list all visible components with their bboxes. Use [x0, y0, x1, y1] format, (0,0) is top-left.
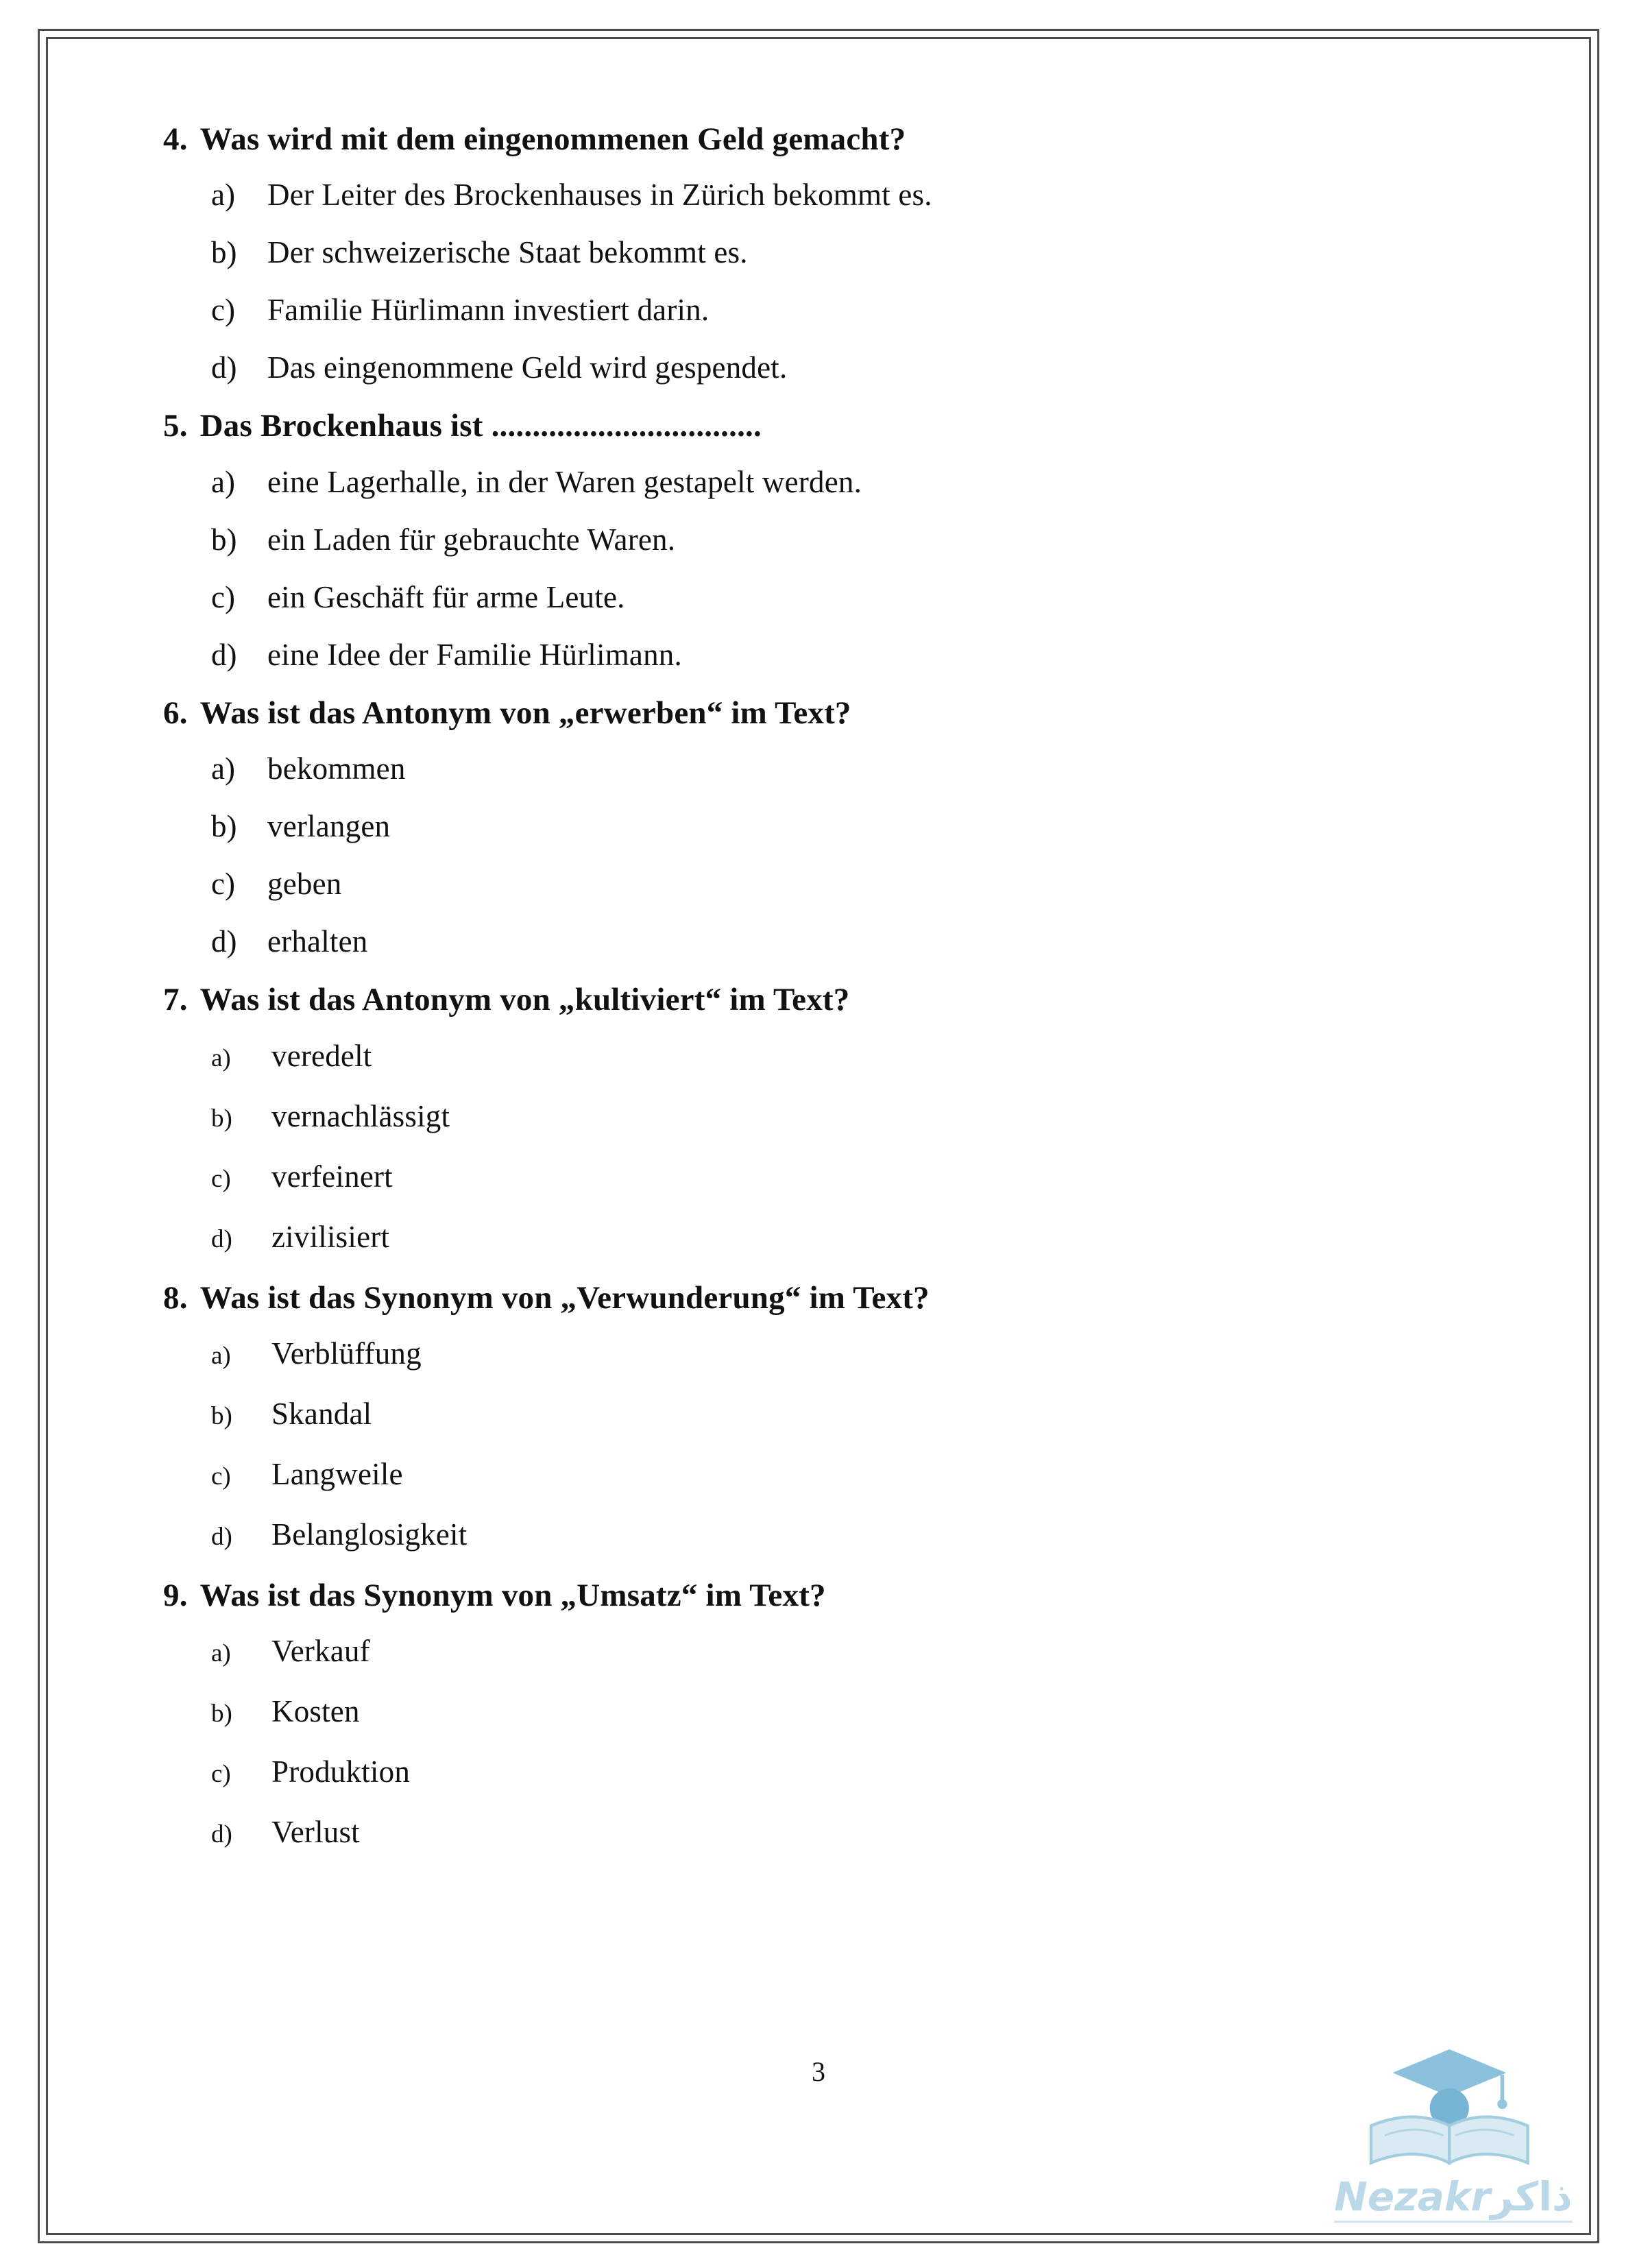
option-text: bekommen	[267, 751, 406, 786]
option-8b	[211, 1395, 1514, 1432]
question-7	[163, 980, 1514, 1255]
option-text: verlangen	[267, 809, 391, 844]
question-9	[163, 1576, 1514, 1850]
question-heading	[163, 1576, 1514, 1615]
option-4c	[211, 291, 1514, 328]
option-text: Das eingenommene Geld wird gespendet.	[267, 350, 788, 385]
options-list	[163, 1037, 1514, 1255]
option-5c	[211, 579, 1514, 616]
option-5d	[211, 636, 1514, 673]
watermark-brand-arabic: ذاكر	[1490, 2173, 1573, 2221]
option-9a	[211, 1632, 1514, 1669]
option-text: Verblüffung	[271, 1336, 422, 1371]
question-text: Was ist das Antonym von „kultiviert“ im Text?	[199, 982, 850, 1018]
option-7c	[211, 1158, 1514, 1195]
option-text: erhalten	[267, 924, 368, 959]
option-label: a)	[211, 1341, 231, 1370]
option-text: verfeinert	[271, 1159, 393, 1194]
option-label: d)	[211, 1225, 232, 1253]
option-6b	[211, 808, 1514, 845]
option-label: c)	[211, 867, 235, 902]
question-text: Was wird mit dem eingenommenen Geld gemacht?	[199, 121, 906, 157]
question-heading	[163, 407, 1514, 445]
option-label: b)	[211, 522, 237, 557]
question-8	[163, 1279, 1514, 1553]
watermark	[1330, 2036, 1577, 2223]
option-6d	[211, 923, 1514, 960]
option-7a	[211, 1037, 1514, 1074]
option-label: d)	[211, 350, 237, 385]
options-list	[163, 176, 1514, 386]
option-text: geben	[267, 867, 342, 902]
option-label: a)	[211, 1043, 231, 1072]
option-text: Belanglosigkeit	[271, 1517, 468, 1552]
options-list	[163, 750, 1514, 960]
question-heading	[163, 1279, 1514, 1317]
option-text: Der Leiter des Brockenhauses in Zürich bekommt es.	[267, 178, 932, 213]
option-text: Familie Hürlimann investiert darin.	[267, 293, 710, 328]
question-heading	[163, 980, 1514, 1019]
question-5	[163, 407, 1514, 673]
option-text: eine Lagerhalle, in der Waren gestapelt werden.	[267, 464, 862, 499]
option-label: d)	[211, 637, 237, 672]
option-text: Produktion	[271, 1754, 411, 1789]
question-number: 4.	[163, 121, 188, 157]
option-text: Skandal	[271, 1396, 372, 1431]
option-label: d)	[211, 1522, 232, 1551]
option-label: c)	[211, 1164, 231, 1193]
option-label: d)	[211, 1820, 232, 1849]
question-number: 7.	[163, 982, 188, 1018]
question-number: 5.	[163, 408, 188, 444]
option-9c	[211, 1753, 1514, 1790]
option-label: b)	[211, 1401, 232, 1430]
watermark-brand-latin: Nezakr	[1334, 2173, 1491, 2221]
options-list	[163, 463, 1514, 673]
question-heading	[163, 694, 1514, 732]
option-6c	[211, 865, 1514, 902]
option-text: eine Idee der Familie Hürlimann.	[267, 637, 682, 672]
options-list	[163, 1335, 1514, 1553]
option-label: a)	[211, 751, 235, 786]
option-label: c)	[211, 293, 235, 328]
option-5a	[211, 463, 1514, 500]
option-text: Langweile	[271, 1456, 403, 1491]
question-number: 6.	[163, 695, 188, 731]
option-4d	[211, 349, 1514, 386]
option-text: ein Laden für gebrauchte Waren.	[267, 522, 676, 557]
option-label: c)	[211, 579, 235, 614]
question-6	[163, 694, 1514, 960]
option-label: a)	[211, 1639, 231, 1668]
option-label: b)	[211, 235, 237, 270]
option-4a	[211, 176, 1514, 213]
option-text: zivilisiert	[271, 1219, 390, 1254]
option-text: veredelt	[271, 1038, 372, 1073]
option-label: c)	[211, 1462, 231, 1491]
question-heading	[163, 120, 1514, 158]
option-label: b)	[211, 1104, 232, 1133]
option-text: Verlust	[271, 1815, 360, 1850]
option-label: a)	[211, 464, 235, 499]
question-text: Was ist das Synonym von „Verwunderung“ im Text?	[199, 1279, 930, 1316]
option-9b	[211, 1693, 1514, 1730]
option-label: d)	[211, 924, 237, 959]
option-text: Kosten	[271, 1694, 360, 1729]
exam-content	[48, 39, 1589, 1850]
option-6a	[211, 750, 1514, 787]
option-text: Der schweizerische Staat bekommt es.	[267, 235, 748, 270]
option-label: c)	[211, 1760, 231, 1789]
option-text: Verkauf	[271, 1634, 370, 1669]
question-number: 8.	[163, 1279, 188, 1316]
page-border-inner	[46, 37, 1591, 2235]
option-8c	[211, 1456, 1514, 1493]
option-7d	[211, 1218, 1514, 1255]
graduate-book-icon	[1350, 2036, 1556, 2173]
option-7b	[211, 1098, 1514, 1135]
question-text: Das Brockenhaus ist .................................	[199, 408, 762, 444]
option-9d	[211, 1813, 1514, 1850]
question-text: Was ist das Synonym von „Umsatz“ im Text?	[199, 1577, 826, 1613]
page-number: 3	[812, 2056, 825, 2087]
question-number: 9.	[163, 1577, 188, 1613]
page-border-outer	[38, 29, 1599, 2243]
watermark-brand	[1334, 2173, 1573, 2223]
question-4	[163, 120, 1514, 386]
question-text: Was ist das Antonym von „erwerben“ im Text?	[199, 695, 851, 731]
option-4b	[211, 234, 1514, 271]
option-label: b)	[211, 809, 237, 844]
option-5b	[211, 521, 1514, 558]
option-label: b)	[211, 1700, 232, 1728]
option-text: ein Geschäft für arme Leute.	[267, 579, 625, 614]
option-text: vernachlässigt	[271, 1098, 450, 1133]
option-label: a)	[211, 178, 235, 213]
option-8d	[211, 1516, 1514, 1553]
options-list	[163, 1632, 1514, 1850]
option-8a	[211, 1335, 1514, 1372]
